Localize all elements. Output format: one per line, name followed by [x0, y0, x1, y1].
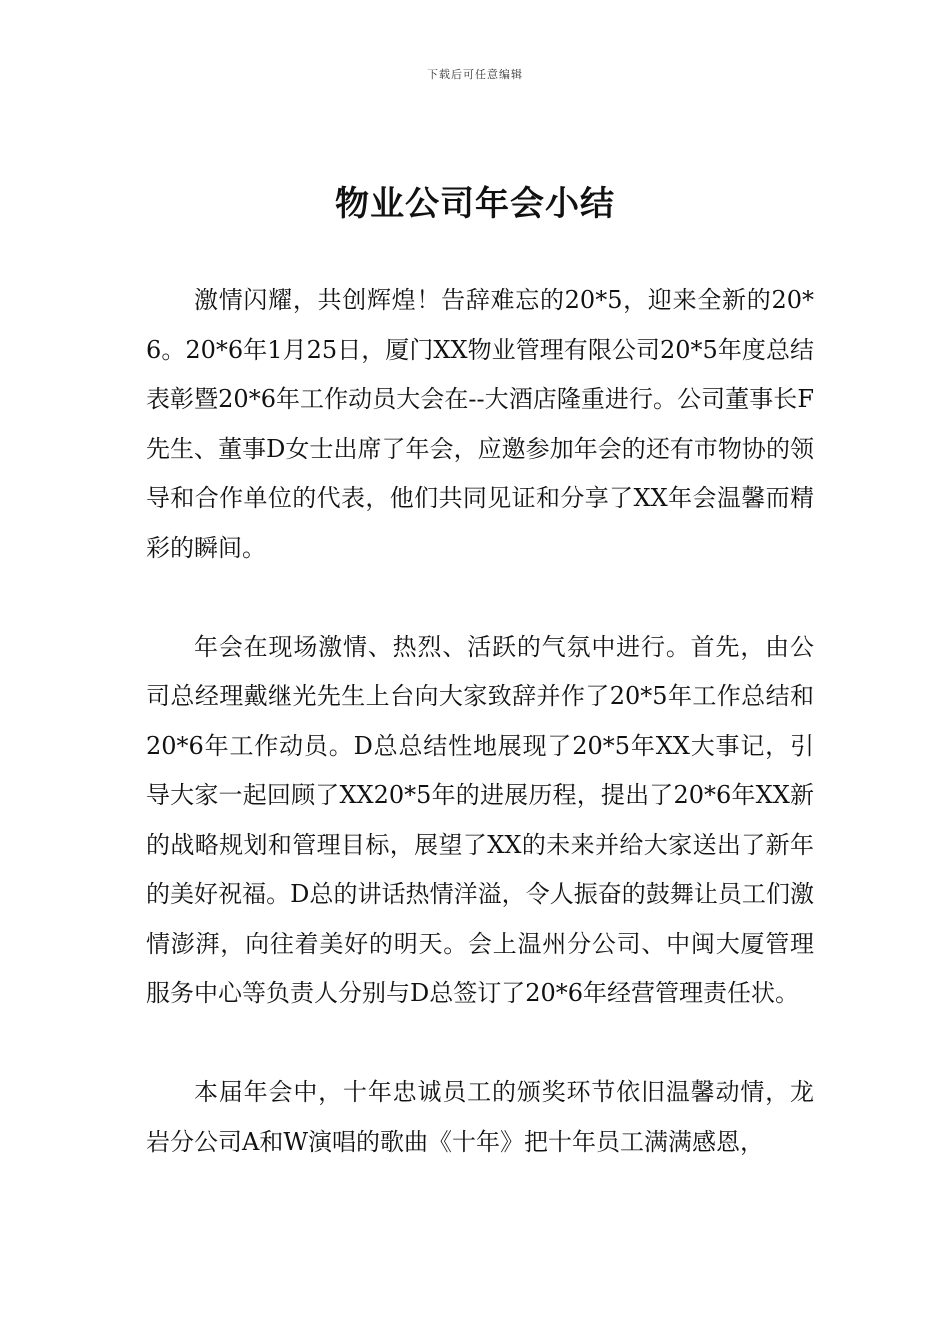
document-body — [146, 276, 814, 1217]
document-title: 物业公司年会小结 — [335, 184, 615, 224]
paragraph-2: 年会在现场激情、热烈、活跃的气氛中进行。首先，由公司总经理戴继光先生上台向大家致辞并作了20*5年工作总结和20*6年工作动员。D总总结性地展现了20*5年XX大事记，引导大家一起回顾了XX20*5年的进展历程，提出了20*6年XX新的战略规划和管理目标，展望了XX的未来并给大家送出了新年的美好祝福。D总的讲话热情洋溢，令人振奋的鼓舞让员工们激情澎湃，向往着美好的明天。会上温州分公司、中闽大厦管理服务中心等负责人分别与D总签订了20*6年经营管理责任状。 — [146, 632, 814, 1007]
paragraph-1: 激情闪耀，共创辉煌！告辞难忘的20*5，迎来全新的20*6。20*6年1月25日，厦门XX物业管理有限公司20*5年度总结表彰暨20*6年工作动员大会在--大酒店隆重进行。公司董事长F先生、董事D女士出席了年会，应邀参加年会的还有市物协的领导和合作单位的代表，他们共同见证和分享了XX年会温馨而精彩的瞬间。 — [146, 286, 814, 562]
paragraph-3: 本届年会中，十年忠诚员工的颁奖环节依旧温馨动情，龙岩分公司A和W演唱的歌曲《十年》把十年员工满满感恩， — [146, 1078, 814, 1156]
header-note: 下载后可任意编辑 — [427, 68, 523, 81]
